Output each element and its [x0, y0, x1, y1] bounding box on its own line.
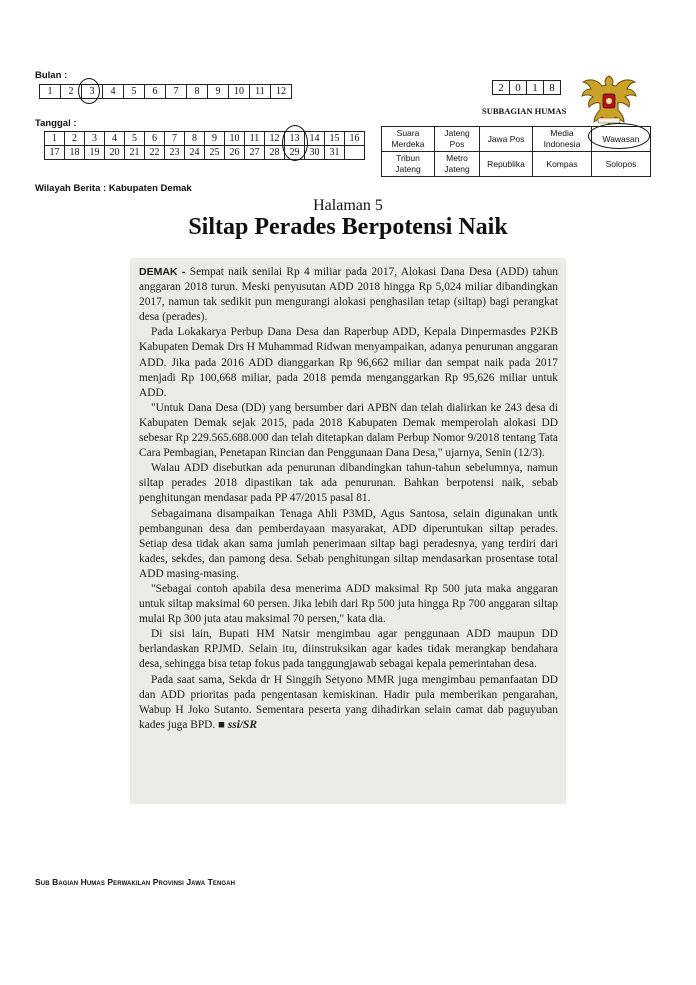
day-cell: 12	[265, 132, 285, 146]
newspaper-cell: Tribun Jateng	[382, 152, 435, 177]
day-cell: 23	[165, 146, 185, 160]
day-cell: 8	[185, 132, 205, 146]
day-cell: 21	[125, 146, 145, 160]
day-cell: 4	[105, 132, 125, 146]
year-digit: 8	[544, 81, 561, 95]
day-row	[45, 132, 365, 146]
day-cell: 31	[325, 146, 345, 160]
subbagian-humas-label: SUBBAGIAN HUMAS	[482, 106, 567, 116]
month-cell: 4	[103, 85, 124, 99]
day-cell: 1	[45, 132, 65, 146]
article-paragraph: "Untuk Dana Desa (DD) yang bersumber dari APBN dan telah dialirkan ke 243 desa di Kabupaten Demak sejak 2015, pada 2018 Kabupaten Demak memperolah alokasi DD sebesar Rp 229.565.688.000 dan telah ditetapkan dalam Perbup Nomor 9/2018 tentang Tata Cara Pembagian, Penetapan Rincian dan Penggunaan Dana Desa," ujarnya, Senin (12/3).	[139, 401, 558, 460]
selected-day-circle	[282, 125, 308, 161]
month-cell: 9	[208, 85, 229, 99]
selected-month-circle	[78, 78, 100, 104]
day-row	[45, 146, 365, 160]
article-paragraph: Walau ADD disebutkan ada penurunan dibandingkan tahun-tahun sebelumnya, namun siltap perades 2018 dipastikan tak ada penurunan. Bahkan berpotensi naik, sebab penghitungan mendasar pada PP 47/2015 pasal 81.	[139, 462, 558, 505]
day-table	[44, 131, 365, 160]
day-cell: 6	[145, 132, 165, 146]
day-cell: 22	[145, 146, 165, 160]
day-cell: 25	[205, 146, 225, 160]
month-cell: 7	[166, 85, 187, 99]
paragraph-text: Pada saat sama, Sekda dr H Singgih Setyono MMR juga mengimbau pemanfaatan DD dan ADD prioritas pada pengentasan kemiskinan. Hadir pula memberikan pengarahan, Wabup H Joko Sutanto. Sementara peserta yang dihadirkan selain camat dab paguyuban kades juga BPD.	[139, 673, 558, 731]
newspaper-cell: Solopos	[592, 152, 651, 177]
author-signature: ■ ssi/SR	[218, 718, 257, 731]
article-paragraph	[139, 673, 558, 733]
day-cell: 27	[245, 146, 265, 160]
newspaper-cell: Suara Merdeka	[382, 127, 435, 152]
day-cell: 10	[225, 132, 245, 146]
month-cell: 3	[82, 85, 103, 99]
year-digit: 0	[510, 81, 527, 95]
newspaper-cell: Republika	[480, 152, 533, 177]
newspaper-cell: Wawasan	[592, 127, 651, 152]
wilayah-berita: Wilayah Berita : Kabupaten Demak	[35, 183, 192, 194]
day-cell: 17	[45, 146, 65, 160]
month-cell: 6	[145, 85, 166, 99]
newspaper-cell: Jawa Pos	[480, 127, 533, 152]
day-cell: 5	[125, 132, 145, 146]
day-cell: 9	[205, 132, 225, 146]
newspaper-cell: Jateng Pos	[435, 127, 480, 152]
day-cell: 30	[305, 146, 325, 160]
month-cell: 8	[187, 85, 208, 99]
day-cell: 15	[325, 132, 345, 146]
day-cell: 16	[345, 132, 365, 146]
garuda-emblem-icon	[580, 70, 638, 128]
day-cell: 2	[65, 132, 85, 146]
month-table	[39, 84, 292, 99]
day-cell: 26	[225, 146, 245, 160]
newspaper-row	[382, 152, 651, 177]
newspaper-cell: Metro Jateng	[435, 152, 480, 177]
day-cell: 24	[185, 146, 205, 160]
day-cell	[345, 146, 365, 160]
year-digit: 1	[527, 81, 544, 95]
article-clipping	[130, 258, 566, 804]
day-cell: 11	[245, 132, 265, 146]
day-cell: 13	[285, 132, 305, 146]
year-digit: 2	[493, 81, 510, 95]
month-cell: 1	[40, 85, 61, 99]
day-cell: 14	[305, 132, 325, 146]
paragraph-text: Sempat naik senilai Rp 4 miliar pada 2017, Alokasi Dana Desa (ADD) tahun anggaran 2018 turun. Meski penyusutan ADD 2018 hingga Rp 5,024 miliar dibandingkan 2017, namun tak sedikit pun mengurangi alokasi penghasilan tetap (siltap) bagi perangkat desa (perades).	[139, 266, 558, 324]
day-cell: 20	[105, 146, 125, 160]
month-cell: 11	[250, 85, 271, 99]
day-cell: 19	[85, 146, 105, 160]
selected-newspaper-circle	[588, 123, 650, 149]
dateline: DEMAK -	[139, 266, 186, 278]
day-cell: 3	[85, 132, 105, 146]
month-cell: 12	[271, 85, 292, 99]
month-cell: 5	[124, 85, 145, 99]
day-cell: 7	[165, 132, 185, 146]
article-paragraph: Sebagaimana disampaikan Tenaga Ahli P3MD, Agus Santosa, selain digunakan untk pembangunan desa dan pemberdayaan masyarakat, ADD diperuntukan siltap perades. Setiap desa tidak akan sama jumlah penerimaan siltap bagi peradesnya, yang terdiri dari kades, sekdes, dan pamong desa. Sebab penghitungan siltap mendasarkan prosentase total ADD masing-masing.	[139, 507, 558, 580]
year-row	[493, 81, 561, 95]
article-title: Siltap Perades Berpotensi Naik	[188, 214, 508, 240]
page-number: Halaman 5	[313, 197, 383, 214]
newspaper-cell: Kompas	[533, 152, 592, 177]
day-cell: 18	[65, 146, 85, 160]
bulan-label: Bulan :	[35, 70, 68, 81]
day-cell: 28	[265, 146, 285, 160]
day-cell: 29	[285, 146, 305, 160]
month-cell: 10	[229, 85, 250, 99]
footer-text: Sub Bagian Humas Perwakilan Provinsi Jawa Tengah	[35, 877, 236, 887]
month-cell: 2	[61, 85, 82, 99]
article-paragraph	[139, 265, 558, 325]
article-paragraph: "Sebagai contoh apabila desa menerima ADD maksimal Rp 500 juta maka anggaran untuk siltap maksimal 60 persen. Jika lebih dari Rp 500 juta hingga Rp 700 anggaran siltap mulai Rp 300 juta atau maksimal 70 persen," kata dia.	[139, 582, 558, 626]
year-table	[492, 80, 561, 95]
tanggal-label: Tanggal :	[35, 118, 77, 129]
newspaper-cell: Media Indonesia	[533, 127, 592, 152]
article-paragraph: Di sisi lain, Bupati HM Natsir mengimbau agar penggunaan ADD maupun DD berlandaskan RPJMD. Selain itu, diinstruksikan agar kades tidak merangkap bendahara desa, sehingga bisa tetap fokus pada tanggungjawab sebagai kepala pemerintahan desa.	[139, 628, 558, 671]
article-paragraph: Pada Lokakarya Perbup Dana Desa dan Raperbup ADD, Kepala Dinpermasdes P2KB Kabupaten Demak Drs H Muhammad Ridwan menyampaikan, adanya penurunan anggaran ADD. Jika pada 2016 ADD dianggarkan Rp 96,662 miliar dan sempat naik pada 2017 menjadi Rp 100,668 miliar, pada 2018 pemda menganggarkan Rp 95,626 miliar untuk ADD.	[139, 326, 558, 399]
